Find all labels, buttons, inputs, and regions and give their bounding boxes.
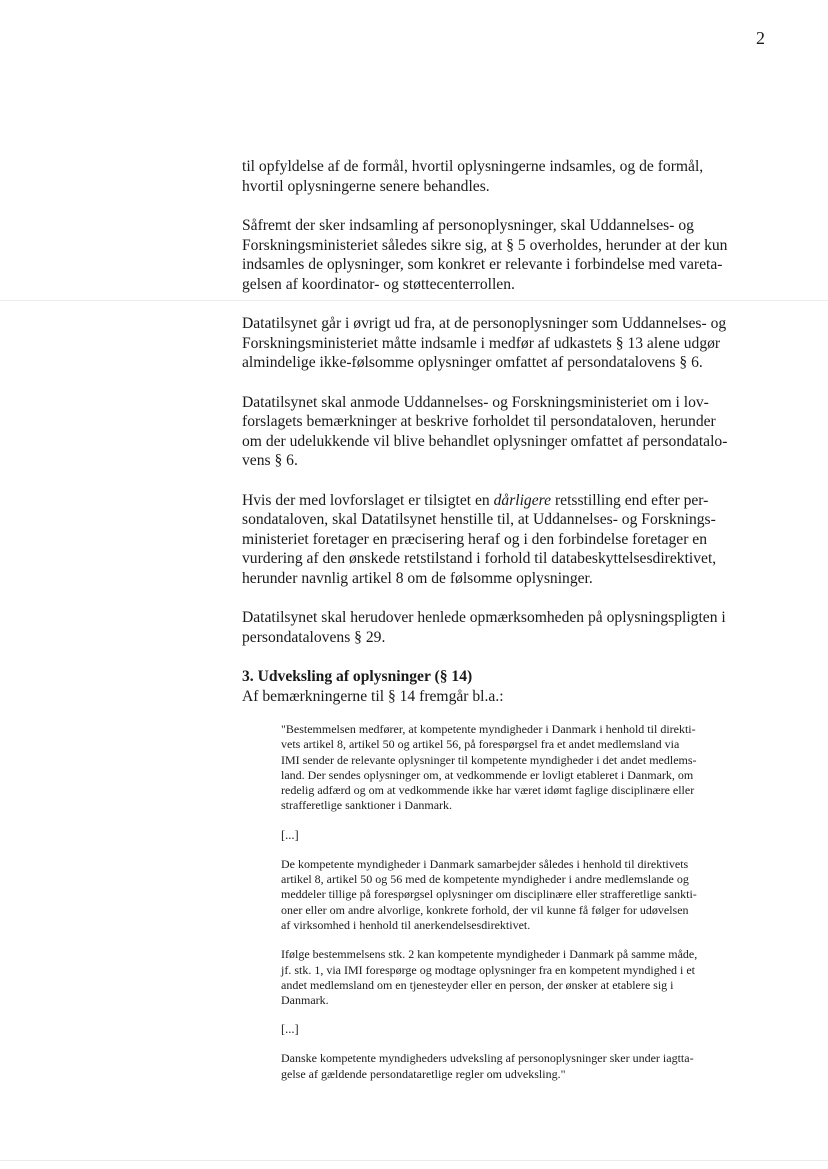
paragraph-request: Datatilsynet skal anmode Uddannelses- og Forskningsministeriet om i lov- forslagets bemærkninger at beskrive forholdet til persondataloven, herunder om der udelukkende vil blive behandlet oplysninger omfattet af persondatalo- vens § 6. — [242, 393, 728, 469]
quote-paragraph: "Bestemmelsen medfører, at kompetente myndigheder i Danmark i henhold til direkti- vets artikel 8, artikel 50 og artikel 56, på forespørgsel fra et andet medlemsland via IMI sender de relevante oplysninger til kompetente myndigheder i det andet medlems- land. Der sendes oplysninger om, at vedkommende er lovligt etableret i Danmark, om redelig adfærd og om at vedkommende ikke har været idømt faglige disciplinære eller strafferetlige sanktioner i Danmark. — [281, 722, 697, 813]
recommendation-text-start: Hvis der med lovforslaget er tilsigtet en — [242, 491, 494, 509]
paragraph-collection: Såfremt der sker indsamling af personoplysninger, skal Uddannelses- og Forskningsministeriet således sikre sig, at § 5 overholdes, herunder at der kun indsamles de oplysninger, som konkret er relevante i forbindelse med vareta- gelsen af koordinator- og støttecenterrollen. — [242, 217, 728, 293]
paragraph-purpose: til opfyldelse af de formål, hvortil oplysningerne indsamles, og de formål, hvortil oplysningerne senere behandles. — [242, 158, 704, 195]
section-heading: 3. Udveksling af oplysninger (§ 14) — [242, 668, 473, 685]
section-intro: Af bemærkningerne til § 14 fremgår bl.a.: — [242, 687, 504, 705]
paragraph-recommendation — [242, 491, 772, 589]
document-body — [242, 157, 772, 1096]
quote-paragraph: De kompetente myndigheder i Danmark samarbejder således i henhold til direktivets artikel 8, artikel 50 og 56 med de kompetente myndigheder i andre medlemslande og meddeler tillige på forespørgsel oplysninger om disciplinære eller strafferetlige sankti- oner eller om andre alvorlige, konkrete forhold, der vil kunne få følger for udøvelsen af virksomhed i henhold til anerkendelsesdirektivet. — [281, 856, 697, 932]
scan-line-bottom — [0, 1160, 828, 1161]
quote-ellipsis: [...] — [281, 1022, 299, 1037]
paragraph-information-duty: Datatilsynet skal herudover henlede opmærksomheden på oplysningspligten i persondatalovens § 29. — [242, 609, 726, 646]
paragraph-assumption: Datatilsynet går i øvrigt ud fra, at de personoplysninger som Uddannelses- og Forskningsministeriet måtte indsamle i medfør af udkastets § 13 alene udgør almindelige ikke-følsomme oplysninger omfattet af persondatalovens § 6. — [242, 315, 727, 371]
quote-paragraph: Ifølge bestemmelsens stk. 2 kan kompetente myndigheder i Danmark på samme måde, jf. stk. 1, via IMI forespørge og modtage oplysninger fra en kompetent myndighed i et andet medlemsland om en tjenesteyder eller en person, der ønsker at etablere sig i Danmark. — [281, 947, 698, 1008]
page-number: 2 — [756, 28, 765, 48]
quote-paragraph: Danske kompetente myndigheders udveksling af personoplysninger sker under iagtta- gelse af gældende persondataretlige regler om udveksling." — [281, 1051, 694, 1081]
quote-ellipsis: [...] — [281, 827, 299, 842]
recommendation-text-end: retsstilling end efter per- sondataloven, skal Datatilsynet henstille til, at Uddannelses- og Forsknings- ministeriet foretager en præcisering heraf og i den forbindelse foretager en vurdering af den ønskede retstilstand i forhold til databeskyttelsesdirektivet, herunder navnlig artikel 8 om de følsomme oplysninger. — [242, 491, 717, 587]
emphasized-word: dårligere — [493, 491, 552, 509]
block-quote — [281, 722, 773, 1082]
